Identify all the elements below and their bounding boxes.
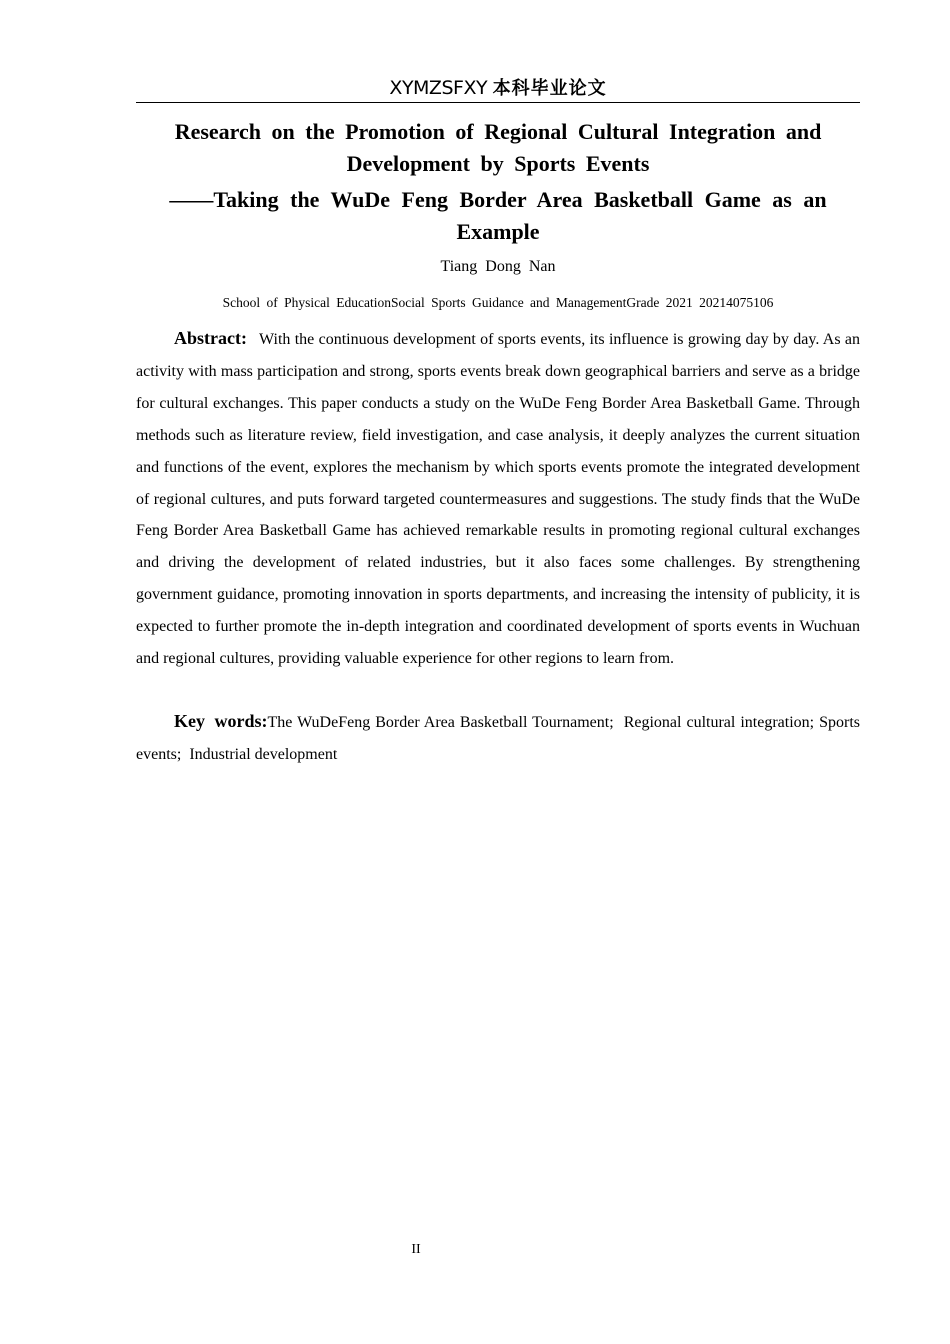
abstract-text: With the continuous development of sports events, its influence is growing day by day. As an activity with mass participation and strong, sports events break down geographical barriers and serve as a bridge for cultural exchanges. This paper conducts a study on the WuDe Feng Border Area Basketball Game. Through methods such as literature review, field investigation, and case analysis, it deeply analyzes the current situation and functions of the event, explores the mechanism by which sports events promote the integrated development of regional cultures, and puts forward targeted countermeasures and suggestions. The study finds that the WuDe Feng Border Area Basketball Game has achieved remarkable results in promoting regional cultural exchanges and driving the development of related industries, but it also faces some challenges. By strengthening government guidance, promoting innovation in sports departments, and increasing the intensity of publicity, it is expected to further promote the in-depth integration and coordinated development of sports events in Wuchuan and regional cultures, providing valuable experience for other regions to learn from. bbox=[136, 331, 860, 668]
abstract-label: Abstract: bbox=[174, 328, 247, 348]
author-affiliation: School of Physical EducationSocial Sports Guidance and ManagementGrade 2021 20214075106 bbox=[222, 295, 774, 310]
paper-title: Research on the Promotion of Regional Cultural Integration and Development by Sports Events bbox=[174, 119, 822, 176]
header-rule bbox=[136, 102, 860, 103]
running-header bbox=[136, 74, 860, 102]
keyword-item: Sports events; bbox=[136, 714, 861, 763]
paper-subtitle: ——Taking the WuDe Feng Border Area Basketball Game as an Example bbox=[169, 187, 827, 244]
keyword-item: The WuDeFeng Border Area Basketball Tournament; bbox=[267, 714, 614, 731]
header-thesis-type: 本科毕业论文 bbox=[492, 78, 607, 99]
keywords-paragraph bbox=[136, 706, 860, 770]
header-school-code: XYMZSFXY bbox=[389, 77, 488, 99]
keywords-label: Key words: bbox=[174, 711, 268, 731]
author-name: Tiang Dong Nan bbox=[440, 258, 556, 275]
keyword-item: Industrial development bbox=[189, 745, 338, 763]
page-number: II bbox=[411, 1242, 421, 1257]
abstract-paragraph bbox=[136, 323, 860, 675]
keyword-item: Regional cultural integration; bbox=[623, 714, 815, 731]
